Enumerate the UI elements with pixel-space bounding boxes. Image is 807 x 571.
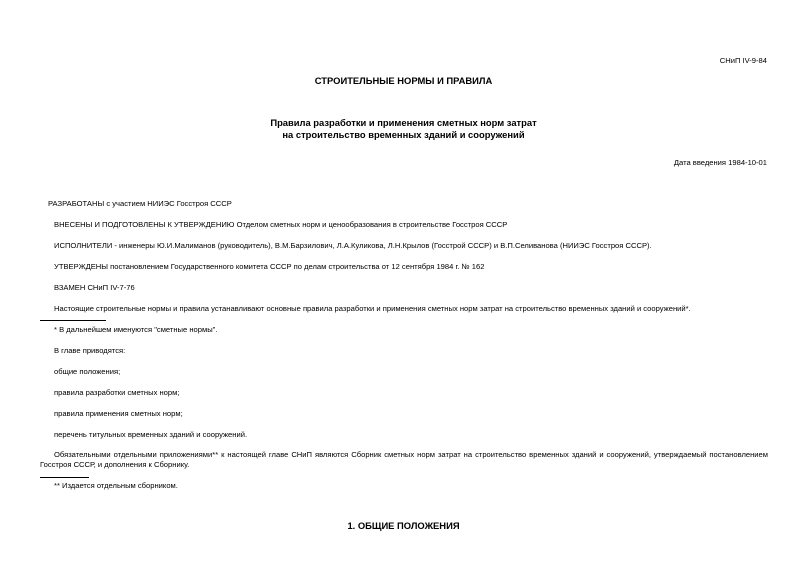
approved-by: УТВЕРЖДЕНЫ постановлением Государственного комитета СССР по делам строительства от 12 сентября 1984 г. № 162 bbox=[54, 262, 485, 271]
effective-date: Дата введения 1984-10-01 bbox=[673, 158, 767, 167]
footnote-divider-2 bbox=[40, 477, 89, 478]
mandatory-appendix-paragraph: Обязательными отдельными приложениями** к настоящей главе СНиП являются Сборник сметных норм затрат на строительство временных зданий и сооружений, утверждаемый постановлением Госстроя СССР, и дополнения к Сборнику. bbox=[40, 450, 768, 469]
subtitle-line-2: на строительство временных зданий и сооружений bbox=[282, 128, 525, 140]
list-item: перечень титульных временных зданий и сооружений. bbox=[54, 430, 248, 439]
intro-paragraph: Настоящие строительные нормы и правила устанавливают основные правила разработки и применения сметных норм затрат на строительство временных зданий и сооружений*. bbox=[54, 304, 691, 313]
footnote-1: * В дальнейшем именуются "сметные нормы". bbox=[54, 325, 218, 334]
document-code: СНиП IV-9-84 bbox=[719, 56, 767, 65]
list-item: правила применения сметных норм; bbox=[54, 409, 183, 418]
document-subtitle bbox=[0, 117, 807, 140]
replaces: ВЗАМЕН СНиП IV-7-76 bbox=[54, 283, 135, 292]
list-item: общие положения; bbox=[54, 367, 121, 376]
subtitle-line-1: Правила разработки и применения сметных норм затрат bbox=[270, 117, 537, 128]
list-item: правила разработки сметных норм; bbox=[54, 388, 180, 397]
footnote-divider bbox=[40, 320, 106, 321]
footnote-2: ** Издается отдельным сборником. bbox=[54, 481, 178, 490]
main-title: СТРОИТЕЛЬНЫЕ НОРМЫ И ПРАВИЛА bbox=[314, 75, 493, 86]
executors: ИСПОЛНИТЕЛИ - инженеры Ю.И.Малиманов (руководитель), В.М.Барзилович, Л.А.Куликова, Л.Н.Крылов (Госстрой СССР) и В.П.Селиванова (НИИЭС Госстроя СССР). bbox=[54, 241, 652, 250]
chapter-intro: В главе приводятся: bbox=[54, 346, 126, 355]
section-heading: 1. ОБЩИЕ ПОЛОЖЕНИЯ bbox=[347, 520, 460, 531]
introduced-by: ВНЕСЕНЫ И ПОДГОТОВЛЕНЫ К УТВЕРЖДЕНИЮ Отделом сметных норм и ценообразования в строительстве Госстроя СССР bbox=[54, 220, 508, 229]
developed-by: РАЗРАБОТАНЫ с участием НИИЭС Госстроя СССР bbox=[48, 199, 232, 208]
